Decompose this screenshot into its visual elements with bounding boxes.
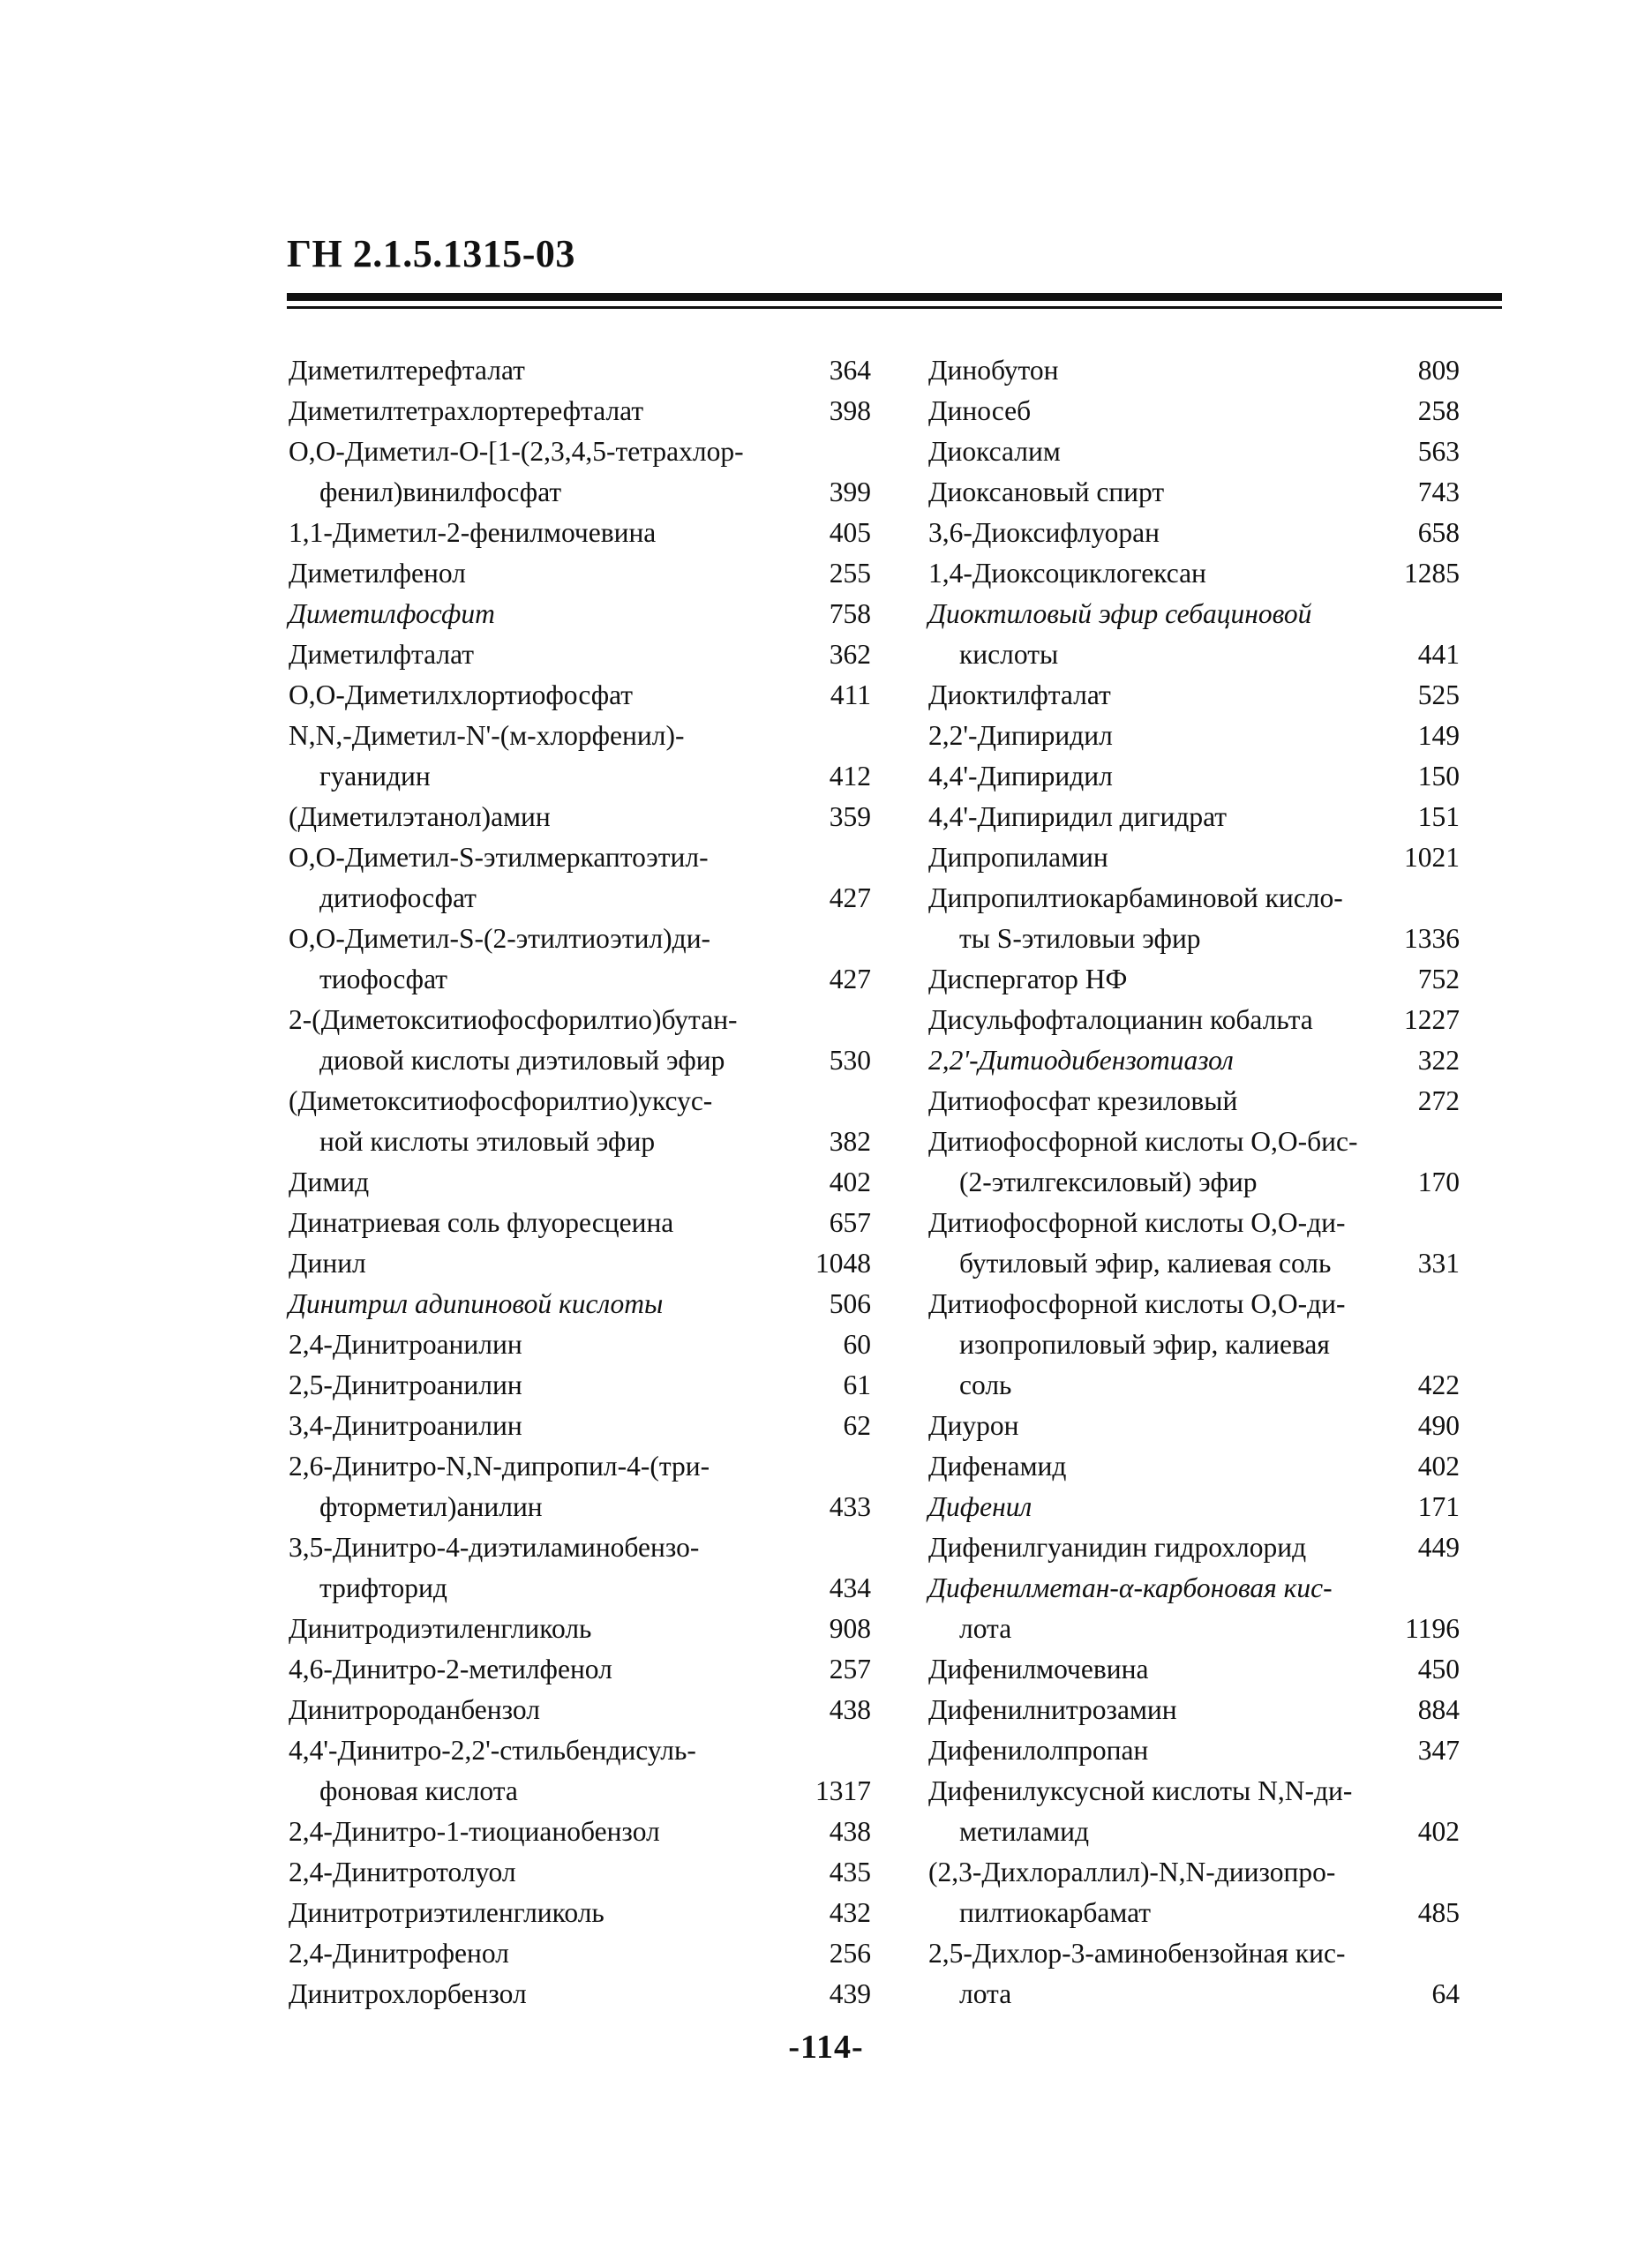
index-entry-page-number: 908 bbox=[829, 1613, 871, 1644]
index-entry-text: Диоксановый спирт bbox=[928, 476, 1165, 507]
index-entry-line bbox=[928, 919, 1460, 959]
index-entry-line bbox=[928, 1730, 1460, 1771]
index-entry-text: 2,4-Динитротолуол bbox=[289, 1857, 516, 1887]
index-entry-page-number: 1285 bbox=[1404, 558, 1460, 589]
index-entry-line bbox=[928, 1609, 1460, 1649]
index-entry-line bbox=[289, 1974, 871, 2015]
index-entry-line bbox=[928, 391, 1460, 431]
index-entry-line bbox=[289, 1081, 871, 1122]
index-entry-page-number: 398 bbox=[829, 395, 871, 426]
index-entry-text: Диметилфосфит bbox=[289, 598, 495, 629]
index-entry-text: дитиофосфат bbox=[319, 882, 477, 913]
index-entry-text: 3,5-Динитро-4-диэтиламинобензо- bbox=[289, 1532, 700, 1563]
index-entry-text: метиламид bbox=[959, 1816, 1090, 1847]
index-entry-page-number: 255 bbox=[829, 558, 871, 589]
index-entry-page-number: 439 bbox=[829, 1978, 871, 2009]
index-entry-text: 3,6-Диоксифлуоран bbox=[928, 517, 1160, 548]
index-entry-page-number: 402 bbox=[1417, 1451, 1460, 1482]
index-entry-line bbox=[928, 350, 1460, 391]
index-entry-text: Дифенамид bbox=[928, 1451, 1067, 1482]
index-entry-text: Динатриевая соль флуоресцеина bbox=[289, 1207, 674, 1238]
index-entry-line bbox=[289, 1690, 871, 1730]
index-entry-text: ной кислоты этиловый эфир bbox=[319, 1126, 656, 1157]
index-entry-page-number: 438 bbox=[829, 1816, 871, 1847]
index-entry-page-number: 62 bbox=[843, 1410, 871, 1441]
index-entry-text: гуанидин bbox=[319, 761, 431, 792]
index-entry-line bbox=[289, 837, 871, 878]
index-entry-page-number: 434 bbox=[829, 1572, 871, 1603]
index-entry-line bbox=[928, 1284, 1460, 1324]
index-entry-text: Диметилтетрахлортерефталат bbox=[289, 395, 644, 426]
index-entry-line bbox=[928, 797, 1460, 837]
index-entry-text: О,О-Диметил-S-(2-этилтиоэтил)ди- bbox=[289, 923, 711, 954]
index-entry-text: Диоктилфталат bbox=[928, 679, 1111, 710]
index-entry-page-number: 506 bbox=[829, 1288, 871, 1319]
index-entry-line bbox=[928, 1000, 1460, 1040]
index-entry-line bbox=[289, 1000, 871, 1040]
index-entry-line bbox=[289, 1812, 871, 1852]
index-entry-text: Динил bbox=[289, 1248, 366, 1279]
index-entry-line bbox=[289, 1649, 871, 1690]
index-entry-page-number: 563 bbox=[1417, 436, 1460, 467]
index-entry-line bbox=[289, 1284, 871, 1324]
index-entry-page-number: 1021 bbox=[1404, 842, 1460, 873]
index-entry-text: пилтиокарбамат bbox=[959, 1897, 1152, 1928]
index-entry-line bbox=[289, 919, 871, 959]
index-entry-text: Дисульфофталоцианин кобальта bbox=[928, 1004, 1313, 1035]
index-entry-text: Диурон bbox=[928, 1410, 1019, 1441]
index-entry-text: 4,4'-Дипиридил bbox=[928, 761, 1113, 792]
index-entry-page-number: 171 bbox=[1417, 1491, 1460, 1522]
index-entry-text: N,N,-Диметил-N'-(м-хлорфенил)- bbox=[289, 720, 685, 751]
index-entry-line bbox=[289, 1852, 871, 1893]
index-entry-line bbox=[289, 391, 871, 431]
index-entry-page-number: 427 bbox=[829, 964, 871, 994]
index-entry-line bbox=[928, 1893, 1460, 1933]
index-entry-line bbox=[289, 1203, 871, 1243]
index-entry-line bbox=[289, 431, 871, 472]
index-entry-line bbox=[928, 878, 1460, 919]
index-entry-page-number: 657 bbox=[829, 1207, 871, 1238]
index-entry-text: Дипропилтиокарбаминовой кисло- bbox=[928, 882, 1343, 913]
index-entry-page-number: 432 bbox=[829, 1897, 871, 1928]
index-column-right bbox=[928, 350, 1460, 2015]
index-entry-page-number: 60 bbox=[843, 1329, 871, 1360]
index-entry-text: ты S-этиловыи эфир bbox=[959, 923, 1201, 954]
header-rule-thick bbox=[287, 293, 1502, 301]
index-entry-text: Динитродиэтиленгликоль bbox=[289, 1613, 592, 1644]
index-entry-line bbox=[289, 1487, 871, 1527]
index-entry-line bbox=[928, 634, 1460, 675]
index-entry-page-number: 402 bbox=[829, 1167, 871, 1197]
index-entry-text: 3,4-Динитроанилин bbox=[289, 1410, 522, 1441]
index-entry-text: Дитиофосфорной кислоты О,О-бис- bbox=[928, 1126, 1358, 1157]
index-entry-text: изопропиловый эфир, калиевая bbox=[959, 1329, 1330, 1360]
index-entry-line bbox=[289, 1324, 871, 1365]
index-entry-page-number: 61 bbox=[843, 1369, 871, 1400]
index-entry-text: Дитиофосфорной кислоты О,О-ди- bbox=[928, 1288, 1346, 1319]
index-entry-page-number: 412 bbox=[829, 761, 871, 792]
index-entry-text: (Диметилэтанол)амин bbox=[289, 801, 551, 832]
index-entry-line bbox=[928, 1852, 1460, 1893]
index-entry-page-number: 490 bbox=[1417, 1410, 1460, 1441]
index-entry-text: Дитиофосфорной кислоты О,О-ди- bbox=[928, 1207, 1346, 1238]
index-entry-text: Диметилфенол bbox=[289, 558, 466, 589]
index-entry-text: Дифенилметан-α-карбоновая кис- bbox=[928, 1572, 1333, 1603]
index-entry-text: Димид bbox=[289, 1167, 370, 1197]
index-entry-line bbox=[928, 1487, 1460, 1527]
index-entry-line bbox=[289, 1243, 871, 1284]
index-entry-line bbox=[289, 1446, 871, 1487]
index-entry-text: диовой кислоты диэтиловый эфир bbox=[319, 1045, 725, 1076]
index-entry-text: трифторид bbox=[319, 1572, 447, 1603]
index-entry-line bbox=[928, 1081, 1460, 1122]
index-entry-page-number: 258 bbox=[1417, 395, 1460, 426]
index-entry-text: фенил)винилфосфат bbox=[319, 476, 562, 507]
index-entry-text: 4,4'-Динитро-2,2'-стильбендисуль- bbox=[289, 1735, 696, 1766]
index-entry-page-number: 170 bbox=[1417, 1167, 1460, 1197]
index-entry-line bbox=[928, 1040, 1460, 1081]
index-entry-text: Динитротриэтиленгликоль bbox=[289, 1897, 604, 1928]
index-entry-line bbox=[928, 1527, 1460, 1568]
index-entry-text: Диоксалим bbox=[928, 436, 1061, 467]
index-entry-text: фоновая кислота bbox=[319, 1775, 518, 1806]
index-entry-page-number: 1227 bbox=[1404, 1004, 1460, 1035]
index-entry-line bbox=[289, 1568, 871, 1609]
index-entry-page-number: 1196 bbox=[1405, 1613, 1460, 1644]
index-entry-page-number: 362 bbox=[829, 639, 871, 670]
index-entry-page-number: 364 bbox=[829, 355, 871, 386]
index-entry-page-number: 331 bbox=[1417, 1248, 1460, 1279]
index-entry-page-number: 525 bbox=[1417, 679, 1460, 710]
index-entry-line bbox=[289, 472, 871, 513]
index-entry-line bbox=[289, 1893, 871, 1933]
index-entry-line bbox=[928, 716, 1460, 756]
index-entry-line bbox=[289, 1609, 871, 1649]
index-entry-line bbox=[928, 1771, 1460, 1812]
index-entry-line bbox=[928, 1568, 1460, 1609]
index-entry-line bbox=[928, 431, 1460, 472]
index-entry-line bbox=[928, 1406, 1460, 1446]
index-entry-line bbox=[289, 594, 871, 634]
index-entry-line bbox=[289, 1040, 871, 1081]
index-entry-page-number: 758 bbox=[829, 598, 871, 629]
index-entry-page-number: 382 bbox=[829, 1126, 871, 1157]
index-entry-text: О,О-Диметил-S-этилмеркаптоэтил- bbox=[289, 842, 709, 873]
index-entry-text: О,О-Диметил-О-[1-(2,3,4,5-тетрахлор- bbox=[289, 436, 744, 467]
index-entry-text: 2,2'-Дитиодибензотиазол bbox=[928, 1045, 1234, 1076]
index-entry-page-number: 658 bbox=[1417, 517, 1460, 548]
index-entry-page-number: 256 bbox=[829, 1938, 871, 1969]
index-entry-page-number: 427 bbox=[829, 882, 871, 913]
index-entry-text: 2,4-Динитрофенол bbox=[289, 1938, 509, 1969]
index-entry-page-number: 1048 bbox=[815, 1248, 871, 1279]
index-entry-text: Дифенилолпропан bbox=[928, 1735, 1149, 1766]
index-entry-page-number: 399 bbox=[829, 476, 871, 507]
page-number: -114- bbox=[788, 2029, 864, 2066]
index-entry-line bbox=[928, 837, 1460, 878]
index-entry-text: тиофосфат bbox=[319, 964, 448, 994]
index-entry-line bbox=[289, 797, 871, 837]
index-entry-line bbox=[928, 1812, 1460, 1852]
index-entry-text: 2,4-Динитро-1-тиоцианобензол bbox=[289, 1816, 660, 1847]
index-entry-line bbox=[289, 675, 871, 716]
document-header-title: ГН 2.1.5.1315-03 bbox=[287, 232, 575, 275]
index-entry-page-number: 1336 bbox=[1404, 923, 1460, 954]
index-entry-page-number: 438 bbox=[829, 1694, 871, 1725]
index-entry-line bbox=[928, 1203, 1460, 1243]
index-entry-line bbox=[289, 1365, 871, 1406]
index-entry-line bbox=[928, 553, 1460, 594]
index-entry-page-number: 359 bbox=[829, 801, 871, 832]
index-entry-line bbox=[928, 756, 1460, 797]
index-entry-page-number: 64 bbox=[1431, 1978, 1460, 2009]
index-entry-page-number: 272 bbox=[1417, 1085, 1460, 1116]
index-entry-text: Дифенилнитрозамин bbox=[928, 1694, 1177, 1725]
index-entry-line bbox=[928, 675, 1460, 716]
index-entry-line bbox=[289, 756, 871, 797]
index-entry-line bbox=[289, 1730, 871, 1771]
index-entry-text: 4,4'-Дипиридил дигидрат bbox=[928, 801, 1228, 832]
index-entry-page-number: 485 bbox=[1417, 1897, 1460, 1928]
index-entry-page-number: 150 bbox=[1417, 761, 1460, 792]
index-entry-page-number: 743 bbox=[1417, 476, 1460, 507]
index-entry-text: (2-этилгексиловый) эфир bbox=[959, 1167, 1258, 1197]
index-entry-text: Дифенилуксусной кислоты N,N-ди- bbox=[928, 1775, 1353, 1806]
index-entry-text: Динитрил адипиновой кислоты bbox=[289, 1288, 664, 1319]
index-entry-page-number: 530 bbox=[829, 1045, 871, 1076]
index-entry-page-number: 433 bbox=[829, 1491, 871, 1522]
index-entry-text: Дифенилгуанидин гидрохлорид bbox=[928, 1532, 1307, 1563]
index-entry-page-number: 449 bbox=[1417, 1532, 1460, 1563]
index-entry-text: лота bbox=[959, 1613, 1012, 1644]
index-entry-line bbox=[928, 1446, 1460, 1487]
index-entry-text: 2,4-Динитроанилин bbox=[289, 1329, 522, 1360]
index-entry-page-number: 405 bbox=[829, 517, 871, 548]
index-entry-page-number: 450 bbox=[1417, 1654, 1460, 1684]
index-entry-text: Дифенил bbox=[928, 1491, 1032, 1522]
index-entry-page-number: 435 bbox=[829, 1857, 871, 1887]
index-entry-text: Динобутон bbox=[928, 355, 1059, 386]
index-entry-text: О,О-Диметилхлортиофосфат bbox=[289, 679, 634, 710]
index-entry-text: 2,5-Дихлор-3-аминобензойная кис- bbox=[928, 1938, 1346, 1969]
index-entry-line bbox=[928, 1974, 1460, 2015]
index-entry-line bbox=[928, 1243, 1460, 1284]
index-entry-text: 2-(Диметокситиофосфорилтио)бутан- bbox=[289, 1004, 738, 1035]
index-entry-page-number: 809 bbox=[1417, 355, 1460, 386]
header-rule-thin bbox=[287, 306, 1502, 309]
index-entry-line bbox=[289, 878, 871, 919]
index-entry-page-number: 149 bbox=[1417, 720, 1460, 751]
index-entry-line bbox=[928, 1649, 1460, 1690]
index-entry-text: Диметилтерефталат bbox=[289, 355, 525, 386]
index-entry-line bbox=[928, 1324, 1460, 1365]
index-entry-page-number: 322 bbox=[1417, 1045, 1460, 1076]
index-entry-text: 2,6-Динитро-N,N-дипропил-4-(три- bbox=[289, 1451, 710, 1482]
index-entry-line bbox=[289, 1771, 871, 1812]
index-entry-text: (Диметокситиофосфорилтио)уксус- bbox=[289, 1085, 713, 1116]
index-entry-text: Диносеб bbox=[928, 395, 1032, 426]
index-entry-text: Динитророданбензол bbox=[289, 1694, 540, 1725]
index-entry-text: Дипропиламин bbox=[928, 842, 1108, 873]
index-entry-text: (2,3-Дихлораллил)-N,N-диизопро- bbox=[928, 1857, 1336, 1887]
index-entry-page-number: 884 bbox=[1417, 1694, 1460, 1725]
index-entry-text: Диоктиловый эфир себациновой bbox=[928, 598, 1312, 629]
index-entry-page-number: 1317 bbox=[815, 1775, 871, 1806]
index-entry-line bbox=[289, 513, 871, 553]
index-entry-text: 2,5-Динитроанилин bbox=[289, 1369, 522, 1400]
index-entry-text: соль bbox=[959, 1369, 1012, 1400]
index-entry-text: Диметилфталат bbox=[289, 639, 475, 670]
index-entry-line bbox=[289, 553, 871, 594]
index-entry-text: Диспергатор НФ bbox=[928, 964, 1128, 994]
index-entry-page-number: 151 bbox=[1417, 801, 1460, 832]
index-entry-text: Дитиофосфат крезиловый bbox=[928, 1085, 1238, 1116]
index-entry-line bbox=[289, 1162, 871, 1203]
index-entry-line bbox=[928, 1690, 1460, 1730]
index-entry-line bbox=[928, 1162, 1460, 1203]
index-entry-page-number: 402 bbox=[1417, 1816, 1460, 1847]
index-entry-text: 2,2'-Дипиридил bbox=[928, 720, 1113, 751]
index-entry-line bbox=[289, 716, 871, 756]
index-entry-page-number: 257 bbox=[829, 1654, 871, 1684]
index-entry-line bbox=[289, 634, 871, 675]
index-entry-page-number: 422 bbox=[1417, 1369, 1460, 1400]
index-entry-line bbox=[928, 513, 1460, 553]
index-entry-text: бутиловый эфир, калиевая соль bbox=[959, 1248, 1332, 1279]
index-entry-line bbox=[928, 594, 1460, 634]
index-entry-line bbox=[928, 1933, 1460, 1974]
index-entry-line bbox=[928, 472, 1460, 513]
index-entry-text: 1,4-Диоксоциклогексан bbox=[928, 558, 1206, 589]
index-entry-line bbox=[928, 959, 1460, 1000]
index-entry-line bbox=[928, 1365, 1460, 1406]
index-entry-line bbox=[928, 1122, 1460, 1162]
index-entry-page-number: 411 bbox=[830, 679, 871, 710]
index-entry-line bbox=[289, 1122, 871, 1162]
index-entry-line bbox=[289, 1527, 871, 1568]
index-entry-text: лота bbox=[959, 1978, 1012, 2009]
index-entry-text: Динитрохлорбензол bbox=[289, 1978, 527, 2009]
index-entry-text: 1,1-Диметил-2-фенилмочевина bbox=[289, 517, 657, 548]
index-entry-text: Дифенилмочевина bbox=[928, 1654, 1149, 1684]
index-entry-text: фторметил)анилин bbox=[319, 1491, 543, 1522]
index-entry-page-number: 752 bbox=[1417, 964, 1460, 994]
index-entry-line bbox=[289, 1933, 871, 1974]
index-entry-text: 4,6-Динитро-2-метилфенол bbox=[289, 1654, 612, 1684]
index-entry-line bbox=[289, 350, 871, 391]
index-entry-text: кислоты bbox=[959, 639, 1059, 670]
index-entry-page-number: 441 bbox=[1417, 639, 1460, 670]
index-entry-page-number: 347 bbox=[1417, 1735, 1460, 1766]
index-entry-line bbox=[289, 1406, 871, 1446]
index-column-left bbox=[289, 350, 871, 2015]
index-entry-line bbox=[289, 959, 871, 1000]
